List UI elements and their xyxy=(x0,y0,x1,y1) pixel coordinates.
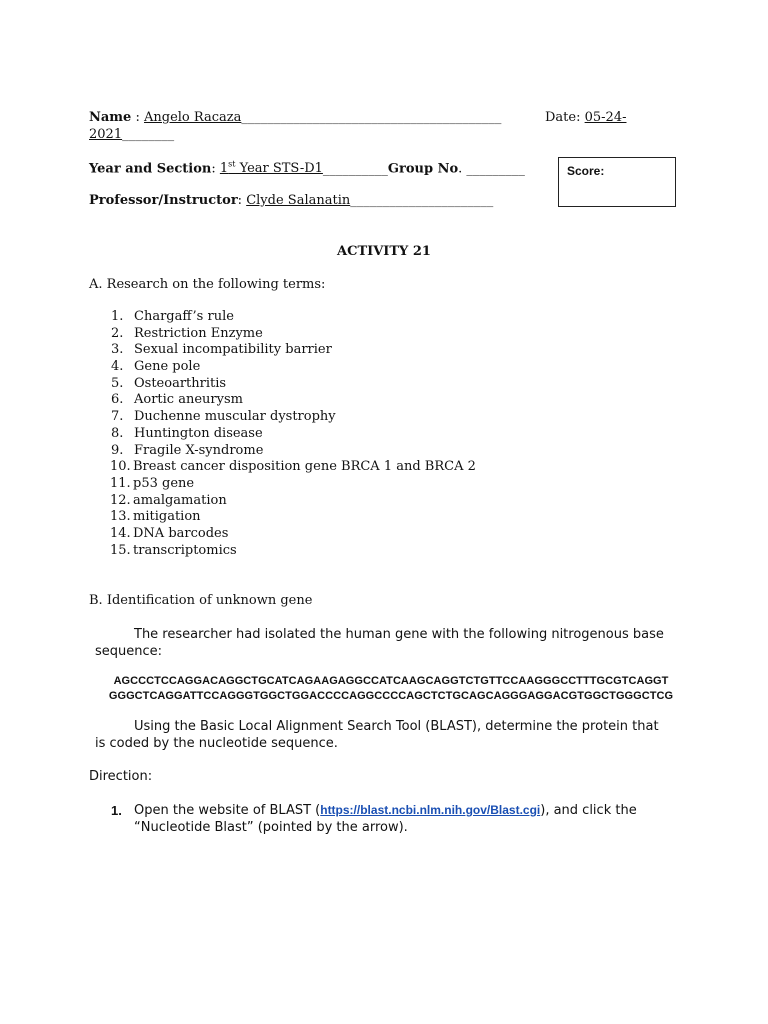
list-item-text: p53 gene xyxy=(133,475,195,491)
score-box xyxy=(558,157,676,207)
blast-line-2: is coded by the nucleotide sequence. xyxy=(95,736,338,751)
list-item-number: 12. xyxy=(110,492,131,508)
list-item-number: 3. xyxy=(111,342,124,358)
name-separator: : xyxy=(131,110,144,125)
date-value-part1: 05-24- xyxy=(584,110,627,125)
list-item-number: 13. xyxy=(110,509,131,525)
date-underline: ________ xyxy=(122,127,175,142)
professor-value: Clyde Salanatin xyxy=(246,193,351,208)
list-item-number: 15. xyxy=(110,542,131,558)
list-item-text: Breast cancer disposition gene BRCA 1 and BRCA 2 xyxy=(133,459,476,475)
list-item-number: 5. xyxy=(111,375,124,391)
list-item-text: amalgamation xyxy=(133,492,227,508)
group-underline: _________ xyxy=(466,161,525,177)
step-line-1 xyxy=(134,803,637,818)
step-number: 1. xyxy=(111,803,122,818)
blast-link[interactable]: https://blast.ncbi.nlm.nih.gov/Blast.cgi xyxy=(320,803,541,817)
list-item-text: Huntington disease xyxy=(134,425,263,441)
group-separator: . xyxy=(458,161,467,177)
name-row xyxy=(89,110,501,125)
list-item-text: mitigation xyxy=(133,509,201,525)
year-value: 1st Year STS-D1 xyxy=(219,160,323,177)
section-b-heading: B. Identification of unknown gene xyxy=(89,593,313,608)
name-value: Angelo Racaza xyxy=(144,110,242,125)
list-item-number: 1. xyxy=(111,309,124,324)
year-separator: : xyxy=(211,161,220,177)
professor-underline: ______________________ xyxy=(350,193,494,208)
list-item-text: Fragile X-syndrome xyxy=(134,442,264,458)
date-value-part2: 2021 xyxy=(89,127,123,142)
score-label: Score: xyxy=(567,164,605,178)
year-label: Year and Section xyxy=(89,161,212,177)
list-item-number: 7. xyxy=(111,409,124,425)
sequence-line-2: GGGCTCAGGATTCCAGGGTGGCTGGACCCCAGGCCCCAGCTCTGCAGCAGGGAGGACGTGGCTGGGCTCG xyxy=(108,690,674,702)
sequence-line-1: AGCCCTCCAGGACAGGCTGCATCAGAAGAGGCCATCAAGCAGGTCTGTTCCAAGGGCCTTTGCGTCAGGT xyxy=(113,675,669,687)
intro-line-2: sequence: xyxy=(95,644,163,659)
professor-separator: : xyxy=(237,193,247,208)
professor-row xyxy=(89,193,493,208)
year-underline: __________ xyxy=(322,161,388,177)
list-item-number: 14. xyxy=(110,525,131,541)
year-section-row xyxy=(89,160,525,176)
date-label: Date: xyxy=(545,110,585,125)
activity-title: ACTIVITY 21 xyxy=(337,244,431,259)
direction-label: Direction: xyxy=(89,769,153,784)
list-item-number: 8. xyxy=(111,425,124,441)
group-label: Group No xyxy=(387,161,459,177)
list-item-number: 2. xyxy=(111,325,124,341)
date-field xyxy=(545,110,626,125)
intro-line-1: The researcher had isolated the human gene with the following nitrogenous base xyxy=(134,627,664,642)
list-item-number: 11. xyxy=(110,475,131,491)
list-item-text: Sexual incompatibility barrier xyxy=(134,342,332,358)
section-a-heading: A. Research on the following terms: xyxy=(89,277,326,292)
blast-line-1: Using the Basic Local Alignment Search Tool (BLAST), determine the protein that xyxy=(134,719,659,734)
name-underline: ________________________________________ xyxy=(241,110,502,125)
list-item-text: Duchenne muscular dystrophy xyxy=(134,409,336,425)
list-item-text: Restriction Enzyme xyxy=(134,325,263,341)
step-line-2: “Nucleotide Blast” (pointed by the arrow). xyxy=(134,820,408,835)
step-text-post: ), and click the xyxy=(540,803,637,818)
name-label: Name xyxy=(89,110,132,125)
list-item-number: 4. xyxy=(111,359,124,375)
list-item-text: Gene pole xyxy=(134,359,201,375)
step-text-pre: Open the website of BLAST ( xyxy=(134,803,321,818)
date-continued xyxy=(89,127,174,142)
list-item-text: DNA barcodes xyxy=(133,525,229,541)
list-item-text: transcriptomics xyxy=(133,542,237,558)
list-item-text: Chargaff’s rule xyxy=(134,309,234,324)
list-item-text: Osteoarthritis xyxy=(134,375,227,391)
list-item-number: 6. xyxy=(111,392,124,408)
list-item-number: 9. xyxy=(111,442,124,458)
professor-label: Professor/Instructor xyxy=(89,193,238,208)
list-item-number: 10. xyxy=(110,459,131,475)
list-item-text: Aortic aneurysm xyxy=(134,392,243,408)
